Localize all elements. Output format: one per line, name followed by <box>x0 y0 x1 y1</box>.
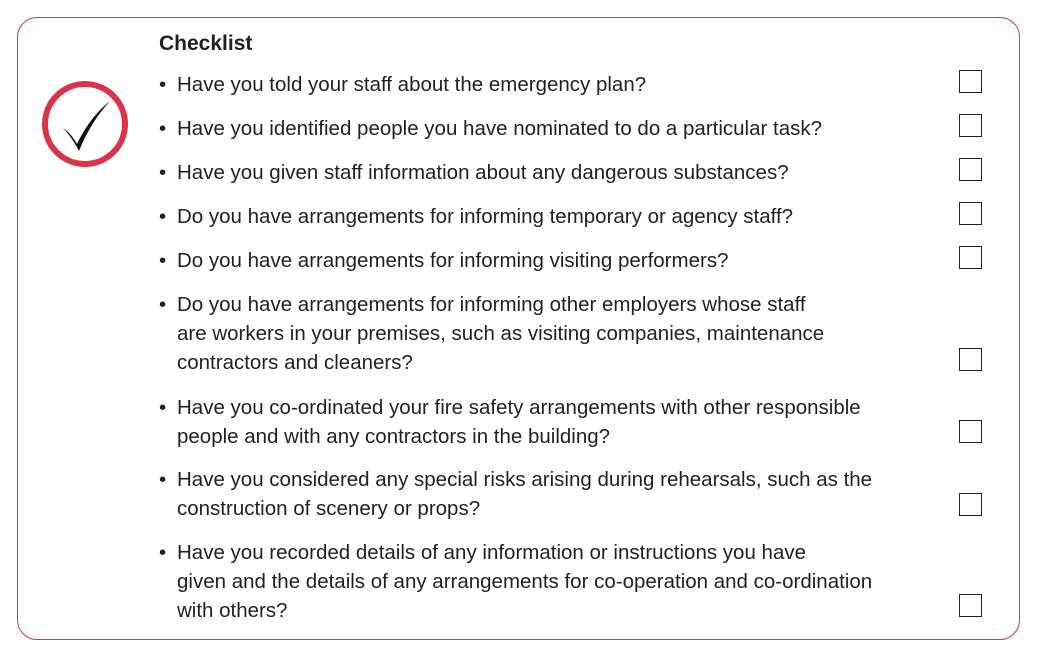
bullet: • <box>159 468 167 491</box>
checklist-item-text: Have you told your staff about the emergency plan? <box>177 73 647 96</box>
checklist-item <box>159 158 989 187</box>
checklist-item <box>159 246 989 275</box>
checklist-item <box>159 538 989 625</box>
bullet: • <box>159 205 167 228</box>
checklist-item <box>159 290 989 377</box>
checklist-item-text: Have you recorded details of any information or instructions you have given and the details of any arrangements for co-operation and co-ordination with others? <box>177 541 873 622</box>
checkbox-item-9[interactable] <box>959 594 982 617</box>
bullet: • <box>159 117 167 140</box>
checkbox-item-1[interactable] <box>959 70 982 93</box>
checklist-item-text: Do you have arrangements for informing other employers whose staff are workers in your premises, such as visiting companies, maintenance contractors and cleaners? <box>177 293 825 374</box>
checklist-item <box>159 70 989 99</box>
checkbox-item-5[interactable] <box>959 246 982 269</box>
checkbox-item-7[interactable] <box>959 420 982 443</box>
checklist-item-text: Have you given staff information about any dangerous substances? <box>177 161 789 184</box>
checklist-item-text: Do you have arrangements for informing temporary or agency staff? <box>177 205 794 228</box>
checkbox-item-8[interactable] <box>959 493 982 516</box>
checklist-item <box>159 114 989 143</box>
bullet: • <box>159 293 167 316</box>
checklist-item-text: Have you co-ordinated your fire safety arrangements with other responsible people and with any contractors in the building? <box>177 396 861 448</box>
checklist-item <box>159 465 989 523</box>
checkbox-item-4[interactable] <box>959 202 982 225</box>
checkbox-item-3[interactable] <box>959 158 982 181</box>
bullet: • <box>159 73 167 96</box>
checklist-item-text: Have you identified people you have nominated to do a particular task? <box>177 117 823 140</box>
bullet: • <box>159 396 167 419</box>
checklist-item-text: Do you have arrangements for informing visiting performers? <box>177 249 729 272</box>
checklist-title: Checklist <box>159 32 253 55</box>
checklist-item-text: Have you considered any special risks arising during rehearsals, such as the construction of scenery or props? <box>177 468 873 520</box>
bullet: • <box>159 541 167 564</box>
checklist-item <box>159 202 989 231</box>
bullet: • <box>159 161 167 184</box>
bullet: • <box>159 249 167 272</box>
checkmark-circle-icon <box>40 79 130 169</box>
checklist-item <box>159 393 989 451</box>
checkbox-item-6[interactable] <box>959 348 982 371</box>
checkbox-item-2[interactable] <box>959 114 982 137</box>
